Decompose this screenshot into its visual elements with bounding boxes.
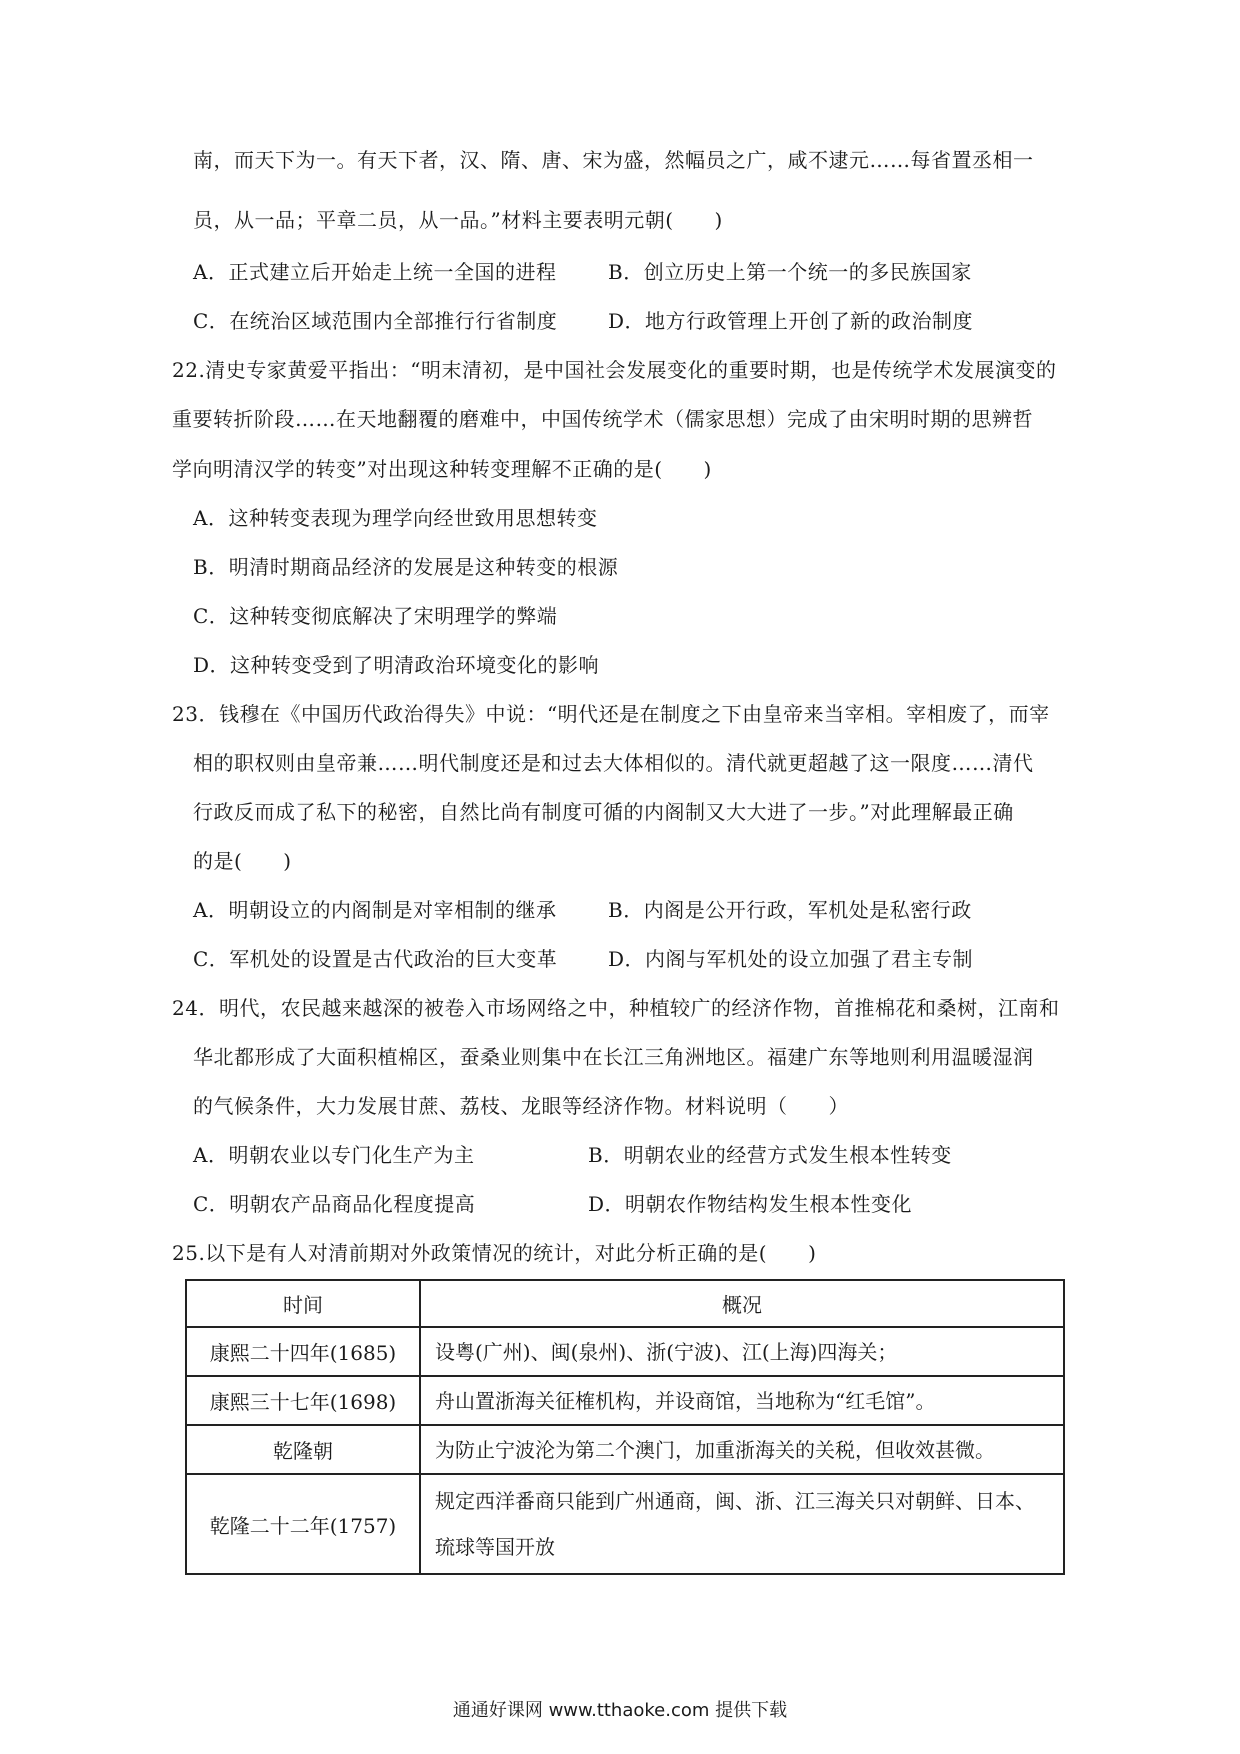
table-cell-time: 康熙二十四年(1685) — [186, 1327, 420, 1376]
q21-option-c[interactable]: C．在统治区域范围内全部推行行省制度 — [193, 309, 558, 333]
q21-option-a[interactable]: A．正式建立后开始走上统一全国的进程 — [193, 260, 557, 284]
table-cell-time: 乾隆二十二年(1757) — [186, 1474, 420, 1574]
q22-option-a[interactable]: A．这种转变表现为理学向经世致用思想转变 — [193, 506, 598, 530]
table-row — [186, 1474, 1064, 1574]
table-row — [186, 1425, 1064, 1474]
table-cell-summary: 舟山置浙海关征榷机构，并设商馆，当地称为“红毛馆”。 — [420, 1376, 1064, 1425]
q24-text-line-3: 的气候条件，大力发展甘蔗、荔枝、龙眼等经济作物。材料说明（ ） — [193, 1094, 849, 1118]
policy-table — [185, 1279, 1065, 1575]
q24-option-a[interactable]: A．明朝农业以专门化生产为主 — [193, 1143, 475, 1167]
q21-text-line-2: 员，从一品；平章二员，从一品。”材料主要表明元朝( ) — [193, 208, 723, 232]
q23-text-line-1: 23．钱穆在《中国历代政治得失》中说：“明代还是在制度之下由皇帝来当宰相。宰相废了，而宰 — [172, 702, 1050, 726]
q23-text-line-3: 行政反而成了私下的秘密，自然比尚有制度可循的内阁制又大大进了一步。”对此理解最正确 — [193, 800, 1014, 824]
q24-text-line-2: 华北都形成了大面积植棉区，蚕桑业则集中在长江三角洲地区。福建广东等地则利用温暖湿润 — [193, 1045, 1034, 1069]
table-cell-summary: 设粤(广州)、闽(泉州)、浙(宁波)、江(上海)四海关； — [420, 1327, 1064, 1376]
q22-text-line-1: 22.清史专家黄爱平指出：“明末清初，是中国社会发展变化的重要时期，也是传统学术发展演变的 — [172, 358, 1057, 382]
q22-text-line-3: 学向明清汉学的转变”对出现这种转变理解不正确的是( ) — [172, 457, 712, 481]
table-header-row — [186, 1280, 1064, 1327]
q24-text-line-1: 24．明代，农民越来越深的被卷入市场网络之中，种植较广的经济作物，首推棉花和桑树，江南和 — [172, 996, 1060, 1020]
q22-option-d[interactable]: D．这种转变受到了明清政治环境变化的影响 — [193, 653, 600, 677]
q21-option-b[interactable]: B．创立历史上第一个统一的多民族国家 — [608, 260, 972, 284]
table-header-time: 时间 — [186, 1280, 420, 1327]
q24-option-c[interactable]: C．明朝农产品商品化程度提高 — [193, 1192, 476, 1216]
table-header-summary: 概况 — [420, 1280, 1064, 1327]
table-row — [186, 1376, 1064, 1425]
table-row — [186, 1327, 1064, 1376]
q22-option-c[interactable]: C．这种转变彻底解决了宋明理学的弊端 — [193, 604, 558, 628]
q23-option-c[interactable]: C．军机处的设置是古代政治的巨大变革 — [193, 947, 558, 971]
q23-text-line-2: 相的职权则由皇帝兼……明代制度还是和过去大体相似的。清代就更超越了这一限度……清代 — [193, 751, 1034, 775]
table-cell-time: 康熙三十七年(1698) — [186, 1376, 420, 1425]
q23-text-line-4: 的是( ) — [193, 849, 292, 873]
table-cell-summary: 为防止宁波沦为第二个澳门，加重浙海关的关税，但收效甚微。 — [420, 1425, 1064, 1474]
page-footer: 通通好课网 www.tthaoke.com 提供下载 — [452, 1700, 788, 1721]
q24-option-b[interactable]: B．明朝农业的经营方式发生根本性转变 — [588, 1143, 952, 1167]
q23-option-a[interactable]: A．明朝设立的内阁制是对宰相制的继承 — [193, 898, 557, 922]
q22-text-line-2: 重要转折阶段……在天地翻覆的磨难中，中国传统学术（儒家思想）完成了由宋明时期的思辨哲 — [172, 407, 1033, 431]
q21-option-d[interactable]: D．地方行政管理上开创了新的政治制度 — [608, 309, 974, 333]
q23-option-d[interactable]: D．内阁与军机处的设立加强了君主专制 — [608, 947, 974, 971]
table-cell-summary: 规定西洋番商只能到广州通商，闽、浙、江三海关只对朝鲜、日本、琉球等国开放 — [420, 1474, 1064, 1574]
q22-option-b[interactable]: B．明清时期商品经济的发展是这种转变的根源 — [193, 555, 619, 579]
q25-text-line-1: 25.以下是有人对清前期对外政策情况的统计，对此分析正确的是( ) — [172, 1241, 817, 1265]
q23-option-b[interactable]: B．内阁是公开行政，军机处是私密行政 — [608, 898, 972, 922]
q21-text-line-1: 南，而天下为一。有天下者，汉、隋、唐、宋为盛，然幅员之广，咸不逮元……每省置丞相一 — [193, 148, 1034, 172]
table-cell-time: 乾隆朝 — [186, 1425, 420, 1474]
q24-option-d[interactable]: D．明朝农作物结构发生根本性变化 — [588, 1192, 913, 1216]
